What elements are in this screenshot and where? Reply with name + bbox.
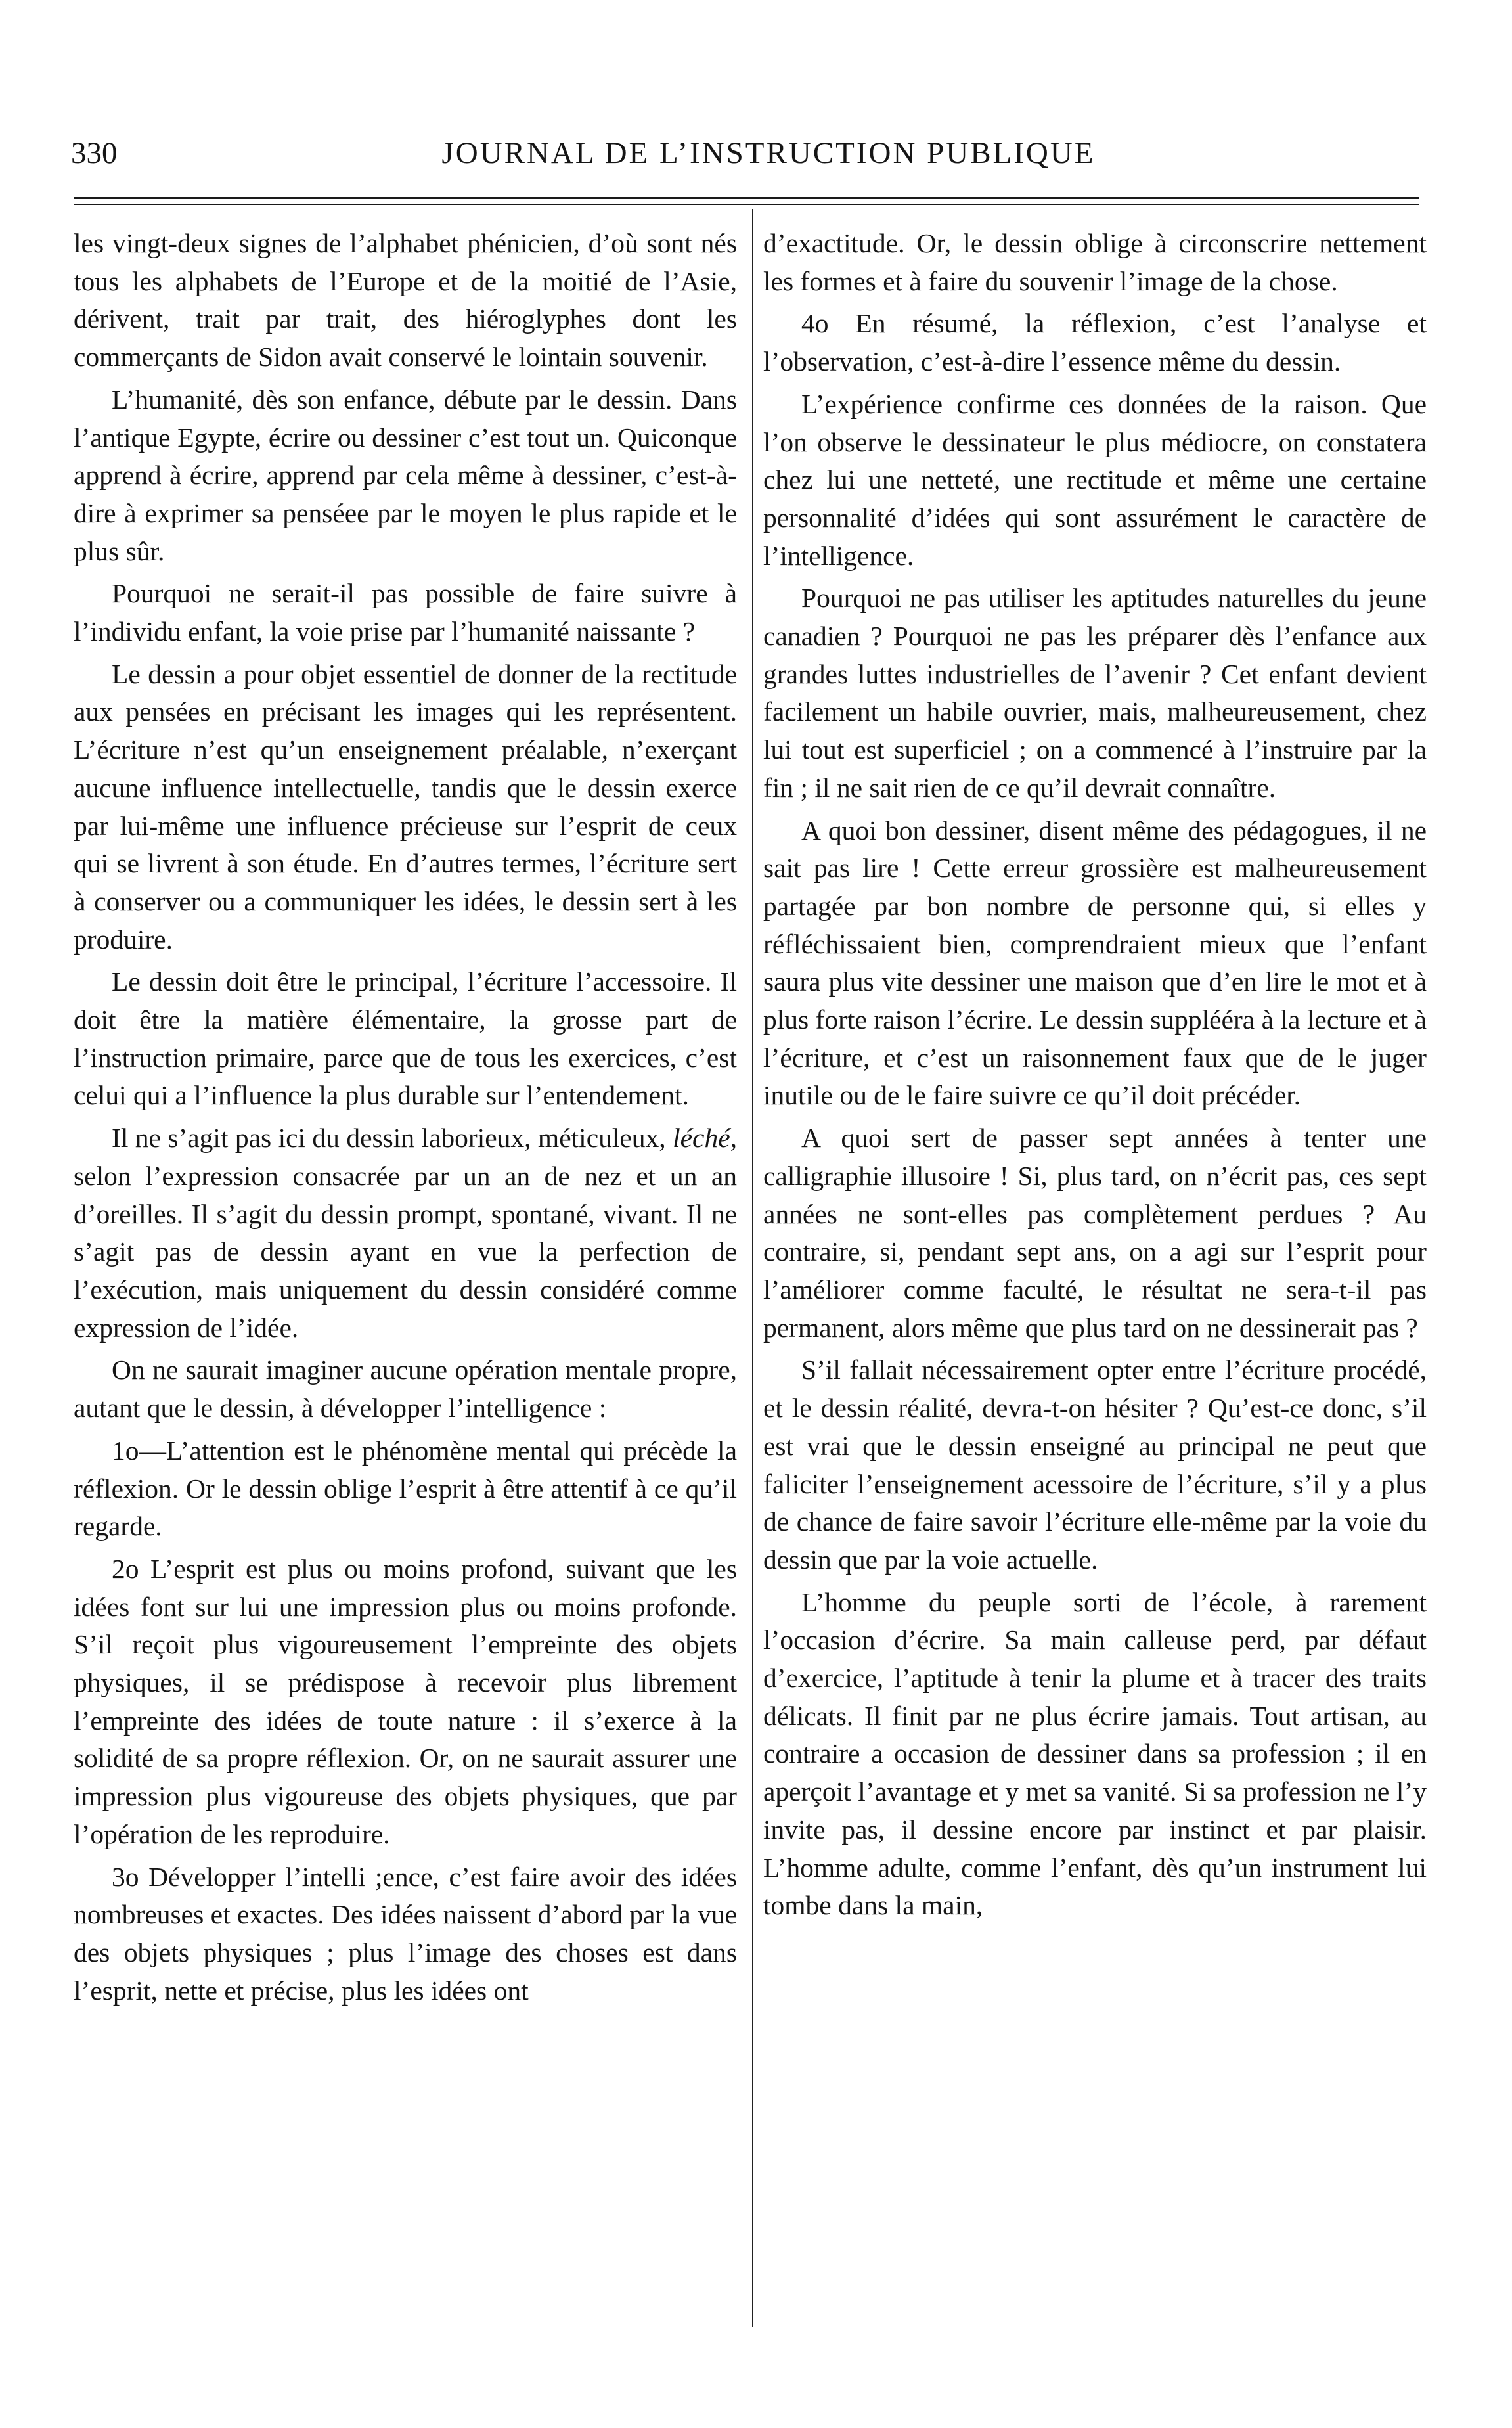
paragraph: Pourquoi ne serait-il pas possible de faire suivre à l’individu enfant, la voie prise par l’humanité naissante ? — [74, 578, 737, 647]
running-head — [71, 130, 1427, 176]
paragraph: 3o Développer l’intelli ;ence, c’est faire avoir des idées nombreuses et exactes. Des idées naissent d’abord par la vue des objets physiques ; plus l’image des choses est dans l’esprit, nette et précise, plus les idées ont — [74, 1861, 737, 2006]
column-divider — [752, 209, 753, 2327]
journal-title: JOURNAL DE L’INSTRUCTION PUBLIQUE — [441, 136, 1096, 170]
paragraph: Le dessin a pour objet essentiel de donner de la rectitude aux pensées en précisant les images qui les représentent. L’écriture n’est qu’un enseignement préalable, n’exerçant aucune influence intellectuelle, tandis que le dessin exerce par lui-même une influence précieuse sur l’esprit de ceux qui se livrent à son étude. En d’autres termes, l’écriture sert à conserver ou a communiquer les idées, le dessin sert à les produire. — [74, 658, 737, 955]
paragraph: A quoi sert de passer sept années à tenter une calligraphie illusoire ! Si, plus tard, on n’écrit pas, ces sept années ne sont-elles pas complètement perdues ? Au contraire, si, pendant sept ans, on a agi sur l’esprit pour l’améliorer comme faculté, le résultat ne sera-t-il pas permanent, alors même que plus tard on ne dessinerait pas ? — [763, 1123, 1427, 1343]
paragraph: 4o En résumé, la réflexion, c’est l’analyse et l’observation, c’est-à-dire l’essence même du dessin. — [763, 308, 1427, 377]
paragraph: On ne saurait imaginer aucune opération mentale propre, autant que le dessin, à développer l’intelligence : — [74, 1355, 737, 1424]
paragraph: Pourquoi ne pas utiliser les aptitudes naturelles du jeune canadien ? Pourquoi ne pas les préparer dès l’enfance aux grandes luttes industrielles de l’avenir ? Cet enfant devient facilement un habile ouvrier, mais, malheureusement, chez lui tout est superficiel ; on a commencé à l’instruire par la fin ; il ne sait rien de ce qu’il devrait connaître. — [763, 583, 1427, 803]
left-column — [74, 225, 737, 2333]
paragraph: 1o—L’attention est le phénomène mental qui précède la réflexion. Or le dessin oblige l’esprit à être attentif à ce qu’il regarde. — [74, 1435, 737, 1542]
header-rule-thin — [74, 204, 1419, 205]
paragraph: Il ne s’agit pas ici du dessin laborieux, méticuleux, léché, selon l’expression consacrée par un an de nez et un an d’oreilles. Il s’agit du dessin prompt, spontané, vivant. Il ne s’agit pas de dessin ayant en vue la perfection de l’exécution, mais uniquement du dessin considéré comme expression de l’idée. — [74, 1123, 737, 1343]
paragraph: d’exactitude. Or, le dessin oblige à circonscrire nettement les formes et à faire du souvenir l’image de la chose. — [763, 228, 1427, 296]
paragraph: les vingt-deux signes de l’alphabet phénicien, d’où sont nés tous les alphabets de l’Europe et de la moitié de l’Asie, dérivent, trait par trait, des hiéroglyphes dont les commerçants de Sidon avait conservé le lointain souvenir. — [74, 228, 737, 372]
right-column — [763, 225, 1427, 2333]
paragraph: Le dessin doit être le principal, l’écriture l’accessoire. Il doit être la matière élémentaire, la grosse part de l’instruction primaire, parce que de tous les exercices, c’est celui qui a l’influence la plus durable sur l’entendement. — [74, 966, 737, 1111]
paragraph: S’il fallait nécessairement opter entre l’écriture procédé, et le dessin réalité, devra-t-on hésiter ? Qu’est-ce donc, s’il est vrai que le dessin enseigné au principal ne peut que faliciter l’enseignement acessoire de l’écriture, s’il y a plus de chance de faire savoir l’écriture elle-même par la voie du dessin que par la voie actuelle. — [763, 1355, 1427, 1575]
paragraph: L’homme du peuple sorti de l’école, à rarement l’occasion d’écrire. Sa main calleuse perd, par défaut d’exercice, l’aptitude à tenir la plume et à tracer des traits délicats. Il finit par ne plus écrire jamais. Tout artisan, au contraire a occasion de dessiner dans sa profession ; il en aperçoit l’avantage et y met sa vanité. Si sa profession ne l’y invite pas, il dessine encore par instinct et par plaisir. L’homme adulte, comme l’enfant, dès qu’un instrument lui tombe dans la main, — [763, 1586, 1427, 1921]
italic-word: léché — [673, 1123, 730, 1154]
page-number: 330 — [71, 136, 118, 170]
header-rule-thick — [74, 197, 1419, 199]
paragraph: A quoi bon dessiner, disent même des pédagogues, il ne sait pas lire ! Cette erreur grossière est malheureusement partagée par bon nombre de personne qui, si elles y réfléchissaient bien, comprendraient mieux que l’enfant saura plus vite dessiner une maison que d’en lire le mot et à plus forte raison l’écrire. Le dessin supplééra à la lecture et à l’écriture, et c’est un raisonnement faux que de le juger inutile ou de le faire suivre ce qu’il doit précéder. — [763, 815, 1427, 1111]
paragraph: L’expérience confirme ces données de la raison. Que l’on observe le dessinateur le plus médiocre, on constatera chez lui une netteté, une rectitude et même une certaine personnalité d’idées qui sont assurément le caractère de l’intelligence. — [763, 388, 1427, 571]
paragraph: 2o L’esprit est plus ou moins profond, suivant que les idées font sur lui une impression plus ou moins profonde. S’il reçoit plus vigoureusement l’empreinte des objets physiques, il se prédispose à recevoir plus librement l’empreinte des idées de toute nature : il s’exerce à la solidité de sa propre réflexion. Or, on ne saurait assurer une impression plus vigoureuse des objets physiques, que par l’opération de les reproduire. — [74, 1553, 737, 1849]
paragraph: L’humanité, dès son enfance, débute par le dessin. Dans l’antique Egypte, écrire ou dessiner c’est tout un. Quiconque apprend à écrire, apprend par cela même à dessiner, c’est-à-dire à exprimer sa penséee par le moyen le plus rapide et le plus sûr. — [74, 384, 737, 566]
